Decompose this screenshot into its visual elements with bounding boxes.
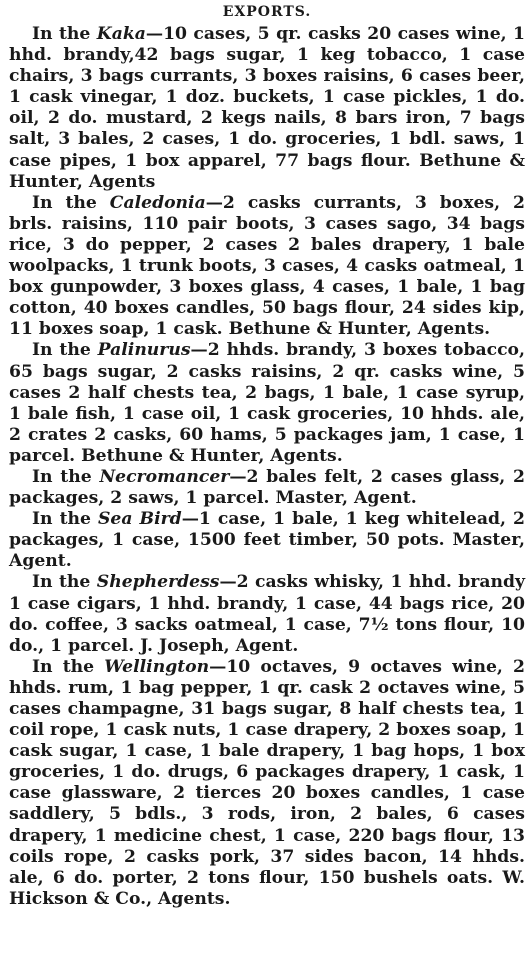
entry-text: —10 octaves, 9 octaves wine, 2 hhds. rum, 1 bag pepper, 1 qr. cask 2 octaves wine, 5 cases champagne, 31 bags sugar, 8 half chests tea, 1 coil rope, 1 cask nuts, 1 case drapery, 2 boxes soap, 1 cask sugar, 1 case, 1 bale drapery, 1 bag hops, 1 box groceries, 1 do. drugs, 6 packages drapery, 1 cask, 1 case glassware, 2 tierces 20 boxes candles, 1 case saddlery, 5 bdls., 3 rods, iron, 2 bales, 6 cases drapery, 1 medicine chest, 1 case, 220 bags flour, 13 coils rope, 2 casks pork, 37 sides bacon, 14 hhds. ale, 6 do. porter, 2 tons flour, 150 bushels oats. W. Hickson & Co., Agents. [9,656,526,909]
entry-text: —2 bales felt, 2 cases glass, 2 packages, 2 saws, 1 parcel. Master, Agent. [9,466,525,509]
entry-lead: In the [32,466,100,487]
entry-lead: In the [32,192,110,213]
entry-lead: In the [32,24,97,44]
entry-lead: In the [32,509,99,530]
export-entry-caledonia [9,193,525,341]
export-entry-kaka [9,24,525,193]
export-entry-shepherdess [9,572,525,656]
ship-name: Necromancer [99,466,230,487]
ship-name: Wellington [104,656,210,677]
ship-name: Kaka [96,24,146,44]
ship-name: Shepherdess [96,572,220,593]
ship-name: Sea Bird [98,509,182,530]
entry-text: —2 hhds. brandy, 3 boxes tobacco, 65 bags sugar, 2 casks raisins, 2 qr. casks wine, 5 cases 2 half chests tea, 2 bags, 1 bale, 1 case syrup, 1 bale fish, 1 case oil, 1 cask groceries, 10 hhds. ale, 2 crates 2 casks, 60 hams, 5 packages jam, 1 case, 1 parcel. Bethune & Hunter, Agents. [9,340,525,466]
export-entry-wellington [9,657,525,910]
entry-lead: In the [32,340,98,361]
export-entry-palinurus [9,340,525,467]
section-heading: EXPORTS. [222,4,312,20]
export-entry-sea-bird [9,509,525,572]
entry-text: —10 cases, 5 qr. casks 20 cases wine, 1 hhd. brandy,42 bags sugar, 1 keg tobacco, 1 case chairs, 3 bags currants, 3 boxes raisins, 6 cases beer, 1 cask vinegar, 1 doz. buckets, 1 case pickles, 1 do. oil, 2 do. mustard, 2 kegs nails, 8 bars iron, 7 bags salt, 3 bales, 2 cases, 1 do. groceries, 1 bdl. saws, 1 case pipes, 1 box apparel, 77 bags flour. Bethune & Hunter, Agents [9,24,525,192]
entry-text: —2 casks whisky, 1 hhd. brandy 1 case cigars, 1 hhd. brandy, 1 case, 44 bags rice, 20 do. coffee, 3 sacks oatmeal, 1 case, 7½ tons flour, 10 do., 1 parcel. J. Joseph, Agent. [9,572,526,656]
entry-text: —1 case, 1 bale, 1 keg whitelead, 2 packages, 1 case, 1500 feet timber, 50 pots. Master, Agent. [9,509,526,572]
entry-lead: In the [32,656,105,677]
entry-text: —2 casks currants, 3 boxes, 2 brls. raisins, 110 pair boots, 3 cases sago, 34 bags rice, 3 do pepper, 2 cases 2 bales drapery, 1 bale woolpacks, 1 trunk boots, 3 cases, 4 casks oatmeal, 1 box gunpowder, 3 boxes glass, 4 cases, 1 bale, 1 bag cotton, 40 boxes candles, 50 bags flour, 24 sides kip, 11 boxes soap, 1 cask. Bethune & Hunter, Agents. [9,192,525,340]
entry-lead: In the [32,572,97,593]
export-entry-necromancer [9,467,525,509]
ship-name: Caledonia [109,192,206,213]
ship-name: Palinurus [97,340,191,361]
